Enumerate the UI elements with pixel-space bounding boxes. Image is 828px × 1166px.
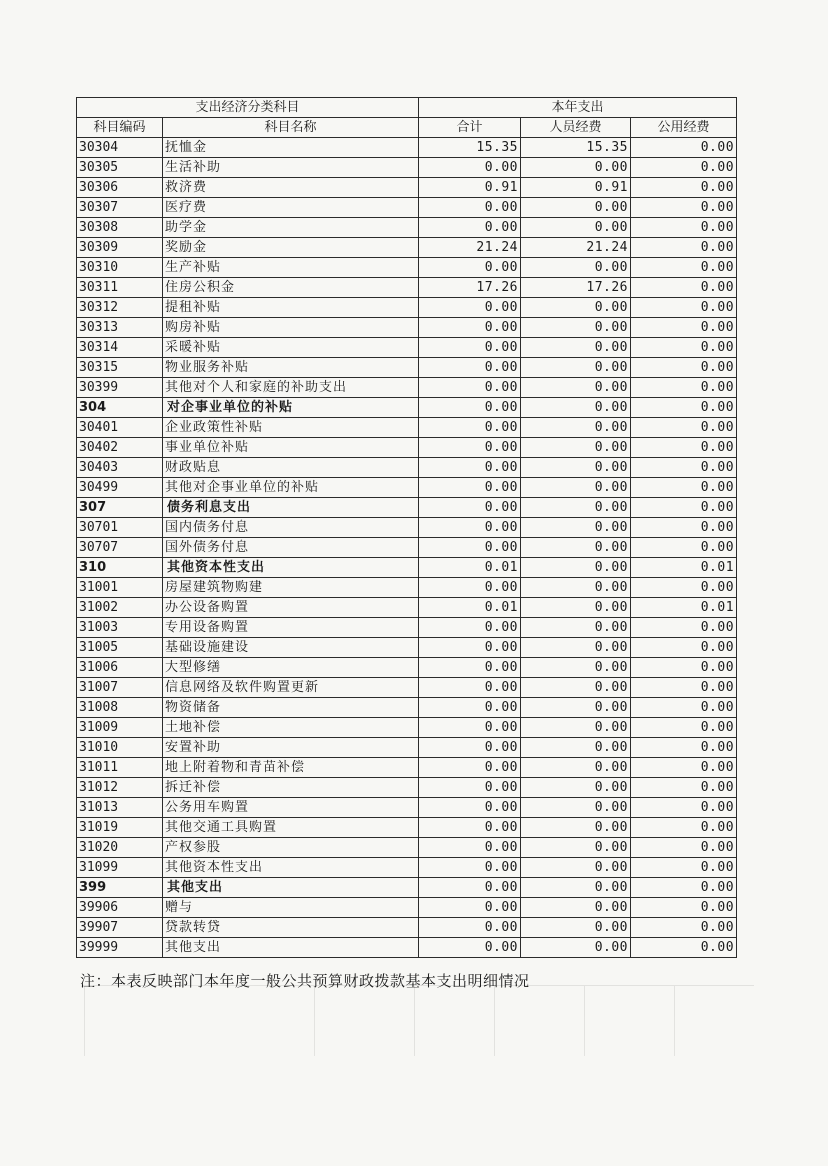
row-code: 31006 <box>77 658 163 678</box>
row-code: 30402 <box>77 438 163 458</box>
header-economic-classification: 支出经济分类科目 <box>77 98 419 118</box>
row-public: 0.00 <box>631 858 737 878</box>
row-total: 0.00 <box>419 318 521 338</box>
table-row <box>77 718 737 738</box>
row-name: 对企事业单位的补贴 <box>163 398 419 418</box>
row-personnel: 0.00 <box>521 638 631 658</box>
row-public: 0.00 <box>631 538 737 558</box>
row-name: 其他支出 <box>163 878 419 898</box>
row-personnel: 0.00 <box>521 618 631 638</box>
row-personnel: 0.00 <box>521 738 631 758</box>
row-name: 地上附着物和青苗补偿 <box>163 758 419 778</box>
row-code: 31020 <box>77 838 163 858</box>
row-public: 0.00 <box>631 678 737 698</box>
row-personnel: 0.00 <box>521 578 631 598</box>
row-public: 0.00 <box>631 458 737 478</box>
header-total: 合计 <box>419 118 521 138</box>
row-name: 其他对个人和家庭的补助支出 <box>163 378 419 398</box>
row-code: 30701 <box>77 518 163 538</box>
expenditure-detail-table <box>76 97 737 958</box>
row-personnel: 0.00 <box>521 698 631 718</box>
row-name: 赠与 <box>163 898 419 918</box>
table-row <box>77 898 737 918</box>
row-name: 安置补助 <box>163 738 419 758</box>
header-current-year-expenditure: 本年支出 <box>419 98 737 118</box>
row-personnel: 0.00 <box>521 438 631 458</box>
table-row <box>77 338 737 358</box>
table-row <box>77 278 737 298</box>
table-row <box>77 938 737 958</box>
row-public: 0.00 <box>631 658 737 678</box>
row-total: 0.00 <box>419 938 521 958</box>
row-total: 21.24 <box>419 238 521 258</box>
row-personnel: 0.00 <box>521 558 631 578</box>
row-code: 30399 <box>77 378 163 398</box>
row-code: 31001 <box>77 578 163 598</box>
table-row <box>77 598 737 618</box>
row-code: 30707 <box>77 538 163 558</box>
row-code: 310 <box>77 558 163 578</box>
row-personnel: 0.00 <box>521 538 631 558</box>
row-name: 生产补贴 <box>163 258 419 278</box>
row-personnel: 0.00 <box>521 918 631 938</box>
row-total: 0.00 <box>419 798 521 818</box>
row-total: 0.00 <box>419 538 521 558</box>
row-personnel: 0.00 <box>521 458 631 478</box>
table-row <box>77 258 737 278</box>
row-total: 0.00 <box>419 158 521 178</box>
row-public: 0.00 <box>631 158 737 178</box>
table-row <box>77 738 737 758</box>
footnote: 注：本表反映部门本年度一般公共预算财政拨款基本支出明细情况 <box>80 972 530 990</box>
row-code: 31009 <box>77 718 163 738</box>
row-name: 基础设施建设 <box>163 638 419 658</box>
row-total: 0.00 <box>419 818 521 838</box>
row-personnel: 17.26 <box>521 278 631 298</box>
row-total: 0.00 <box>419 458 521 478</box>
row-personnel: 0.91 <box>521 178 631 198</box>
row-code: 30314 <box>77 338 163 358</box>
row-personnel: 0.00 <box>521 758 631 778</box>
row-code: 30401 <box>77 418 163 438</box>
row-total: 0.00 <box>419 498 521 518</box>
row-personnel: 0.00 <box>521 338 631 358</box>
row-total: 0.01 <box>419 558 521 578</box>
row-code: 31012 <box>77 778 163 798</box>
row-personnel: 0.00 <box>521 498 631 518</box>
row-name: 其他资本性支出 <box>163 558 419 578</box>
row-code: 31002 <box>77 598 163 618</box>
row-total: 15.35 <box>419 138 521 158</box>
row-public: 0.00 <box>631 298 737 318</box>
row-name: 抚恤金 <box>163 138 419 158</box>
row-code: 30312 <box>77 298 163 318</box>
row-code: 30313 <box>77 318 163 338</box>
row-public: 0.00 <box>631 578 737 598</box>
table-row <box>77 698 737 718</box>
row-code: 30305 <box>77 158 163 178</box>
row-personnel: 0.00 <box>521 478 631 498</box>
row-name: 采暖补贴 <box>163 338 419 358</box>
row-name: 房屋建筑物购建 <box>163 578 419 598</box>
row-public: 0.00 <box>631 618 737 638</box>
row-personnel: 0.00 <box>521 598 631 618</box>
row-name: 国外债务付息 <box>163 538 419 558</box>
table-row <box>77 658 737 678</box>
row-total: 0.00 <box>419 578 521 598</box>
table-row <box>77 358 737 378</box>
row-code: 39999 <box>77 938 163 958</box>
table-row <box>77 778 737 798</box>
table-row <box>77 878 737 898</box>
row-public: 0.00 <box>631 898 737 918</box>
row-total: 0.00 <box>419 198 521 218</box>
table-row <box>77 758 737 778</box>
table-row <box>77 298 737 318</box>
row-name: 物资储备 <box>163 698 419 718</box>
row-total: 0.00 <box>419 658 521 678</box>
row-code: 31005 <box>77 638 163 658</box>
table-row <box>77 838 737 858</box>
row-name: 贷款转贷 <box>163 918 419 938</box>
row-name: 办公设备购置 <box>163 598 419 618</box>
row-public: 0.00 <box>631 338 737 358</box>
row-name: 救济费 <box>163 178 419 198</box>
table-row <box>77 858 737 878</box>
row-total: 0.00 <box>419 898 521 918</box>
row-total: 0.00 <box>419 418 521 438</box>
table-row <box>77 638 737 658</box>
row-public: 0.00 <box>631 198 737 218</box>
row-total: 0.00 <box>419 358 521 378</box>
row-code: 31013 <box>77 798 163 818</box>
row-public: 0.00 <box>631 918 737 938</box>
row-name: 住房公积金 <box>163 278 419 298</box>
row-public: 0.00 <box>631 278 737 298</box>
row-public: 0.00 <box>631 478 737 498</box>
row-personnel: 0.00 <box>521 778 631 798</box>
row-code: 30310 <box>77 258 163 278</box>
table-row <box>77 678 737 698</box>
row-code: 30307 <box>77 198 163 218</box>
row-personnel: 0.00 <box>521 518 631 538</box>
row-public: 0.00 <box>631 418 737 438</box>
table-row <box>77 238 737 258</box>
row-total: 0.00 <box>419 678 521 698</box>
row-code: 31019 <box>77 818 163 838</box>
row-name: 助学金 <box>163 218 419 238</box>
table-row <box>77 478 737 498</box>
row-name: 购房补贴 <box>163 318 419 338</box>
row-code: 31010 <box>77 738 163 758</box>
row-code: 399 <box>77 878 163 898</box>
row-public: 0.01 <box>631 598 737 618</box>
row-total: 0.00 <box>419 698 521 718</box>
row-code: 39907 <box>77 918 163 938</box>
row-total: 0.00 <box>419 738 521 758</box>
row-name: 其他支出 <box>163 938 419 958</box>
row-public: 0.00 <box>631 938 737 958</box>
row-code: 39906 <box>77 898 163 918</box>
row-total: 0.01 <box>419 598 521 618</box>
table-row <box>77 438 737 458</box>
row-code: 30309 <box>77 238 163 258</box>
row-name: 其他资本性支出 <box>163 858 419 878</box>
row-personnel: 15.35 <box>521 138 631 158</box>
row-personnel: 0.00 <box>521 718 631 738</box>
row-name: 债务利息支出 <box>163 498 419 518</box>
table-row <box>77 218 737 238</box>
table-row <box>77 578 737 598</box>
table-row <box>77 518 737 538</box>
row-name: 公务用车购置 <box>163 798 419 818</box>
row-personnel: 0.00 <box>521 298 631 318</box>
row-name: 国内债务付息 <box>163 518 419 538</box>
header-code: 科目编码 <box>77 118 163 138</box>
row-code: 30499 <box>77 478 163 498</box>
row-personnel: 0.00 <box>521 258 631 278</box>
row-total: 0.00 <box>419 758 521 778</box>
row-public: 0.00 <box>631 758 737 778</box>
row-name: 事业单位补贴 <box>163 438 419 458</box>
row-personnel: 0.00 <box>521 658 631 678</box>
row-total: 0.00 <box>419 518 521 538</box>
row-personnel: 0.00 <box>521 358 631 378</box>
table-row <box>77 538 737 558</box>
row-name: 财政贴息 <box>163 458 419 478</box>
row-name: 专用设备购置 <box>163 618 419 638</box>
row-personnel: 0.00 <box>521 938 631 958</box>
row-public: 0.00 <box>631 238 737 258</box>
row-public: 0.00 <box>631 698 737 718</box>
row-total: 0.00 <box>419 218 521 238</box>
row-personnel: 0.00 <box>521 398 631 418</box>
table-row <box>77 178 737 198</box>
row-total: 17.26 <box>419 278 521 298</box>
row-name: 医疗费 <box>163 198 419 218</box>
row-name: 信息网络及软件购置更新 <box>163 678 419 698</box>
row-name: 企业政策性补贴 <box>163 418 419 438</box>
row-total: 0.00 <box>419 618 521 638</box>
row-total: 0.00 <box>419 378 521 398</box>
table-row <box>77 818 737 838</box>
row-name: 生活补助 <box>163 158 419 178</box>
row-public: 0.00 <box>631 798 737 818</box>
table-row <box>77 798 737 818</box>
row-name: 大型修缮 <box>163 658 419 678</box>
row-personnel: 0.00 <box>521 378 631 398</box>
row-public: 0.00 <box>631 718 737 738</box>
row-code: 31007 <box>77 678 163 698</box>
row-code: 31008 <box>77 698 163 718</box>
row-name: 拆迁补偿 <box>163 778 419 798</box>
row-total: 0.00 <box>419 298 521 318</box>
bleed-through-shadow <box>84 985 754 1056</box>
row-public: 0.00 <box>631 138 737 158</box>
row-total: 0.00 <box>419 258 521 278</box>
row-public: 0.00 <box>631 358 737 378</box>
row-code: 31011 <box>77 758 163 778</box>
row-code: 30403 <box>77 458 163 478</box>
row-name: 奖励金 <box>163 238 419 258</box>
row-public: 0.00 <box>631 638 737 658</box>
table-row <box>77 498 737 518</box>
row-name: 物业服务补贴 <box>163 358 419 378</box>
row-total: 0.00 <box>419 338 521 358</box>
table-row <box>77 418 737 438</box>
table-row <box>77 158 737 178</box>
row-name: 其他交通工具购置 <box>163 818 419 838</box>
row-code: 30315 <box>77 358 163 378</box>
row-public: 0.00 <box>631 878 737 898</box>
row-total: 0.00 <box>419 638 521 658</box>
row-total: 0.00 <box>419 778 521 798</box>
row-personnel: 0.00 <box>521 198 631 218</box>
row-total: 0.00 <box>419 478 521 498</box>
row-personnel: 0.00 <box>521 818 631 838</box>
row-personnel: 0.00 <box>521 158 631 178</box>
row-personnel: 0.00 <box>521 898 631 918</box>
row-public: 0.00 <box>631 318 737 338</box>
row-public: 0.00 <box>631 818 737 838</box>
table-body <box>77 138 737 958</box>
row-public: 0.00 <box>631 518 737 538</box>
row-public: 0.00 <box>631 378 737 398</box>
row-public: 0.00 <box>631 258 737 278</box>
row-code: 30304 <box>77 138 163 158</box>
row-code: 30306 <box>77 178 163 198</box>
table-row <box>77 398 737 418</box>
row-personnel: 0.00 <box>521 878 631 898</box>
table-row <box>77 318 737 338</box>
row-personnel: 0.00 <box>521 838 631 858</box>
row-code: 30311 <box>77 278 163 298</box>
header-personnel: 人员经费 <box>521 118 631 138</box>
row-code: 31003 <box>77 618 163 638</box>
header-public: 公用经费 <box>631 118 737 138</box>
row-name: 提租补贴 <box>163 298 419 318</box>
row-public: 0.00 <box>631 218 737 238</box>
row-total: 0.00 <box>419 438 521 458</box>
row-name: 土地补偿 <box>163 718 419 738</box>
row-public: 0.00 <box>631 498 737 518</box>
row-public: 0.00 <box>631 178 737 198</box>
row-personnel: 0.00 <box>521 858 631 878</box>
row-total: 0.00 <box>419 398 521 418</box>
table-row <box>77 618 737 638</box>
row-public: 0.01 <box>631 558 737 578</box>
row-total: 0.00 <box>419 838 521 858</box>
table-row <box>77 458 737 478</box>
row-public: 0.00 <box>631 778 737 798</box>
row-public: 0.00 <box>631 438 737 458</box>
row-personnel: 21.24 <box>521 238 631 258</box>
row-total: 0.00 <box>419 918 521 938</box>
row-personnel: 0.00 <box>521 318 631 338</box>
row-total: 0.00 <box>419 878 521 898</box>
table-row <box>77 138 737 158</box>
row-total: 0.00 <box>419 718 521 738</box>
header-column-row <box>77 118 737 138</box>
row-public: 0.00 <box>631 398 737 418</box>
row-code: 30308 <box>77 218 163 238</box>
row-code: 304 <box>77 398 163 418</box>
row-personnel: 0.00 <box>521 418 631 438</box>
table-row <box>77 198 737 218</box>
row-code: 31099 <box>77 858 163 878</box>
table-row <box>77 378 737 398</box>
row-name: 产权参股 <box>163 838 419 858</box>
row-public: 0.00 <box>631 738 737 758</box>
row-personnel: 0.00 <box>521 678 631 698</box>
row-personnel: 0.00 <box>521 798 631 818</box>
table-row <box>77 558 737 578</box>
row-total: 0.91 <box>419 178 521 198</box>
row-total: 0.00 <box>419 858 521 878</box>
row-code: 307 <box>77 498 163 518</box>
row-name: 其他对企事业单位的补贴 <box>163 478 419 498</box>
row-personnel: 0.00 <box>521 218 631 238</box>
table-row <box>77 918 737 938</box>
header-group-row <box>77 98 737 118</box>
row-public: 0.00 <box>631 838 737 858</box>
header-name: 科目名称 <box>163 118 419 138</box>
